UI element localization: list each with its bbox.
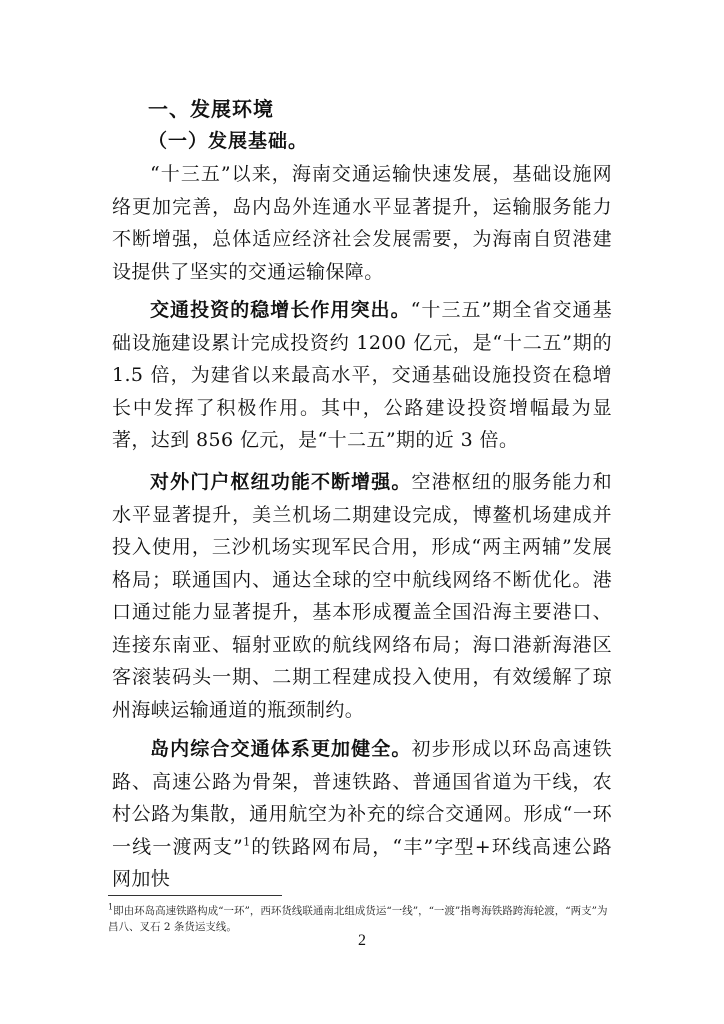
paragraph-text: 初步形成以环岛高速铁路、高速公路为骨架，普速铁路、普通国省道为干线，农村公路为集散，通用航空为补充的综合交通网。形成“一环一线一渡两支” (112, 738, 612, 858)
paragraph-text: “十三五”期全省交通基础设施建设累计完成投资约 1200 亿元，是“十二五”期的 1.5 倍，为建省以来最高水平，交通基础设施投资在稳增长中发挥了积极作用。其中，公路建设投资增幅最为显著，达到 856 亿元，是“十二五”期的近 3 倍。 (112, 299, 613, 451)
paragraph-text: 空港枢纽的服务能力和水平显著提升，美兰机场二期建设完成，博鳌机场建成并投入使用，三沙机场实现军民合用，形成“两主两辅”发展格局；联通国内、通达全球的空中航线网络不断优化。港口通过能力显著提升，基本形成覆盖全国沿海主要港口、连接东南亚、辐射亚欧的航线网络布局；海口港新海港区客滚装码头一期、二期工程建成投入使用，有效缓解了琼州海峡运输通道的瓶颈制约。 (112, 471, 612, 721)
paragraph-investment (112, 294, 612, 457)
paragraph-text: “十三五”以来，海南交通运输快速发展，基础设施网络更加完善，岛内岛外连通水平显著提升，运输服务能力不断增强，总体适应经济社会发展需要，为海南自贸港建设提供了坚实的交通运输保障。 (112, 163, 612, 283)
subsection-heading: （一）发展基础。 (148, 130, 309, 152)
paragraph-lead: 交通投资的稳增长作用突出。 (150, 299, 411, 321)
section-heading: 一、发展环境 (148, 97, 274, 121)
page-number: 2 (358, 932, 366, 949)
footnote (108, 903, 616, 935)
footnote-divider (108, 895, 282, 896)
paragraph-overview (112, 158, 612, 288)
paragraph-lead: 岛内综合交通体系更加健全。 (150, 738, 412, 760)
footnote-mark: 1 (108, 902, 114, 912)
footnote-text: 即由环岛高速铁路构成“一环”，西环货线联通南北组成货运“一线”，“一渡”指粤海铁路跨海轮渡，“两支”为昌八、叉石 2 条货运支线。 (108, 905, 608, 933)
footnote-reference[interactable]: 1 (243, 835, 251, 849)
paragraph-island-transport (112, 733, 612, 896)
paragraph-text-continued: 的铁路网布局，“丰”字型+环线高速公路网加快 (112, 835, 612, 890)
paragraph-lead: 对外门户枢纽功能不断增强。 (150, 471, 412, 493)
paragraph-gateway-hub (112, 466, 612, 726)
